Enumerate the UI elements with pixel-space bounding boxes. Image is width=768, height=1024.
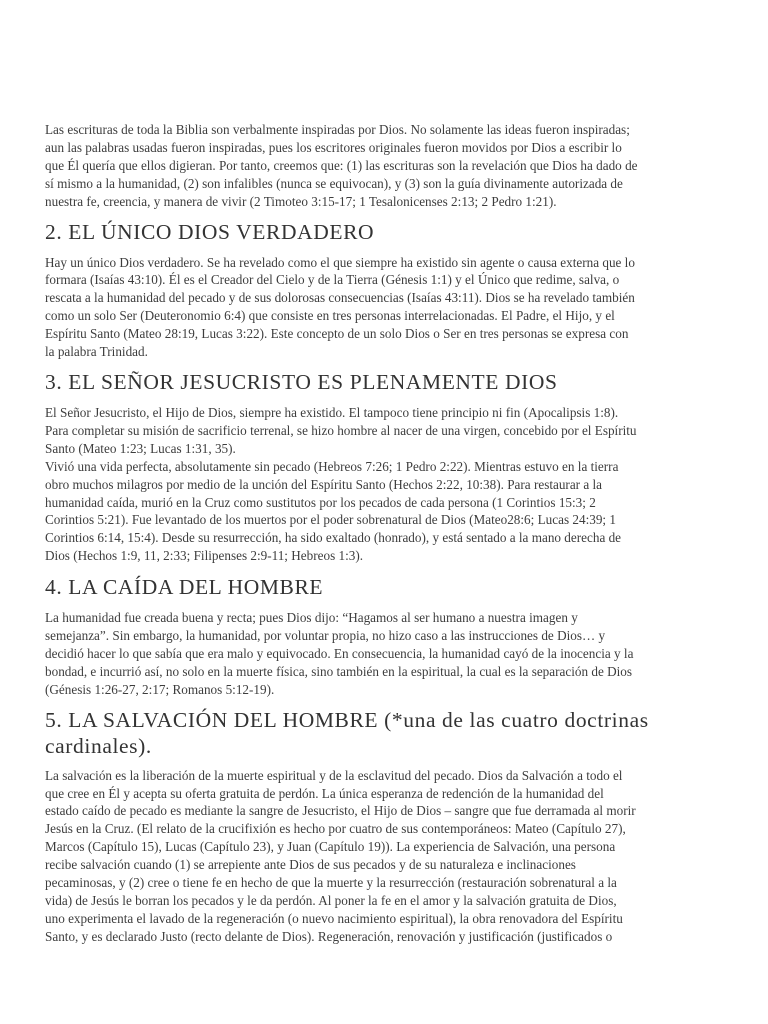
section-body-unico-dios: Hay un único Dios verdadero. Se ha revelado como el que siempre ha existido sin agente o causa externa que lo formara (Isaías 43:10). Él es el Creador del Cielo y de la Tierra (Génesis 1:1) y el Único que redime, salva, o rescata a la humanidad del pecado y de sus dolorosas consecuencias (Isaías 43:11). Dios se ha revelado también como un solo Ser (Deuteronomio 6:4) que consiste en tres personas interrelacionadas. El Padre, el Hijo, y el Espíritu Santo (Mateo 28:19, Lucas 3:22). Este concepto de un solo Dios o Ser en tres personas se expresa con la palabra Trinidad.: [45, 254, 635, 360]
section-heading-jesucristo: 3. EL SEÑOR JESUCRISTO ES PLENAMENTE DIOS: [45, 369, 558, 394]
section-heading-unico-dios: 2. EL ÚNICO DIOS VERDADERO: [45, 219, 375, 244]
section-body-jesucristo: El Señor Jesucristo, el Hijo de Dios, siempre ha existido. El tampoco tiene principio ni fin (Apocalipsis 1:8). Para completar su misión de sacrificio terrenal, se hizo hombre al nacer de una virgen, concebido por el Espíritu Santo (Mateo 1:23; Lucas 1:31, 35). Vivió una vida perfecta, absolutamente sin pecado (Hebreos 7:26; 1 Pedro 2:22). Mientras estuvo en la tierra obro muchos milagros por medio de la unción del Espíritu Santo (Hechos 2:22, 10:38). Para restaurar a la humanidad caída, murió en la Cruz como sustitutos por los pecados de cada persona (1 Corintios 15:3; 2 Corintios 5:21). Fue levantado de los muertos por el poder sobrenatural de Dios (Mateo28:6; Lucas 24:39; 1 Corintios 6:14, 15:4). Desde su resurrección, ha sido exaltado (honrado), y está sentado a la mano derecha de Dios (Hechos 1:9, 11, 2:33; Filipenses 2:9-11; Hebreos 1:3).: [45, 404, 637, 564]
section-body-salvacion: La salvación es la liberación de la muerte espiritual y de la esclavitud del pecado. Dios da Salvación a todo el que cree en Él y acepta su oferta gratuita de perdón. La única esperanza de redención de la humanidad del estado caído de pecado es mediante la sangre de Jesucristo, el Hijo de Dios – sangre que fue derramada al morir Jesús en la Cruz. (El relato de la crucifixión es hecho por cuatro de sus contemporáneos: Mateo (Capítulo 27), Marcos (Capítulo 15), Lucas (Capítulo 23), y Juan (Capítulo 19)). La experiencia de Salvación, una persona recibe salvación cuando (1) se arrepiente ante Dios de sus pecados y de su naturaleza e inclinaciones pecaminosas, y (2) cree o tiene fe en hecho de que la muerte y la resurrección (restauración sobrenatural a la vida) de Jesús le borran los pecados y le da perdón. Al poner la fe en el amor y la salvación gratuita de Dios, uno experimenta el lavado de la regeneración (o nuevo nacimiento espiritual), la obra renovadora del Espíritu Santo, y es declarado Justo (recto delante de Dios). Regeneración, renovación y justificación (justificados o: [45, 767, 636, 944]
intro-paragraph: Las escrituras de toda la Biblia son verbalmente inspiradas por Dios. No solamente las ideas fueron inspiradas; aun las palabras usadas fueron inspiradas, pues los escritores originales fueron movidos por Dios a escribir lo que Él quería que ellos digieran. Por tanto, creemos que: (1) las escrituras son la revelación que Dios ha dado de sí mismo a la humanidad, (2) son infalibles (nunca se equivocan), y (3) son la guía divinamente autorizada de nuestra fe, creencia, y manera de vivir (2 Timoteo 3:15-17; 1 Tesalonicenses 2:13; 2 Pedro 1:21).: [45, 122, 638, 209]
section-body-caida: La humanidad fue creada buena y recta; pues Dios dijo: “Hagamos al ser humano a nuestra imagen y semejanza”. Sin embargo, la humanidad, por voluntar propia, no hizo caso a las instrucciones de Dios… y decidió hacer lo que sabía que era malo y equivocado. En consecuencia, la humanidad cayó de la inocencia y la bondad, e incurrió así, no solo en la muerte física, sino también en la espiritual, la cual es la separación de Dios (Génesis 1:26-27, 2:17; Romanos 5:12-19).: [45, 610, 634, 697]
section-heading-salvacion: 5. LA SALVACIÓN DEL HOMBRE (*una de las cuatro doctrinas cardinales).: [45, 707, 649, 758]
document-page: [45, 121, 725, 946]
section-heading-caida: 4. LA CAÍDA DEL HOMBRE: [45, 575, 324, 600]
